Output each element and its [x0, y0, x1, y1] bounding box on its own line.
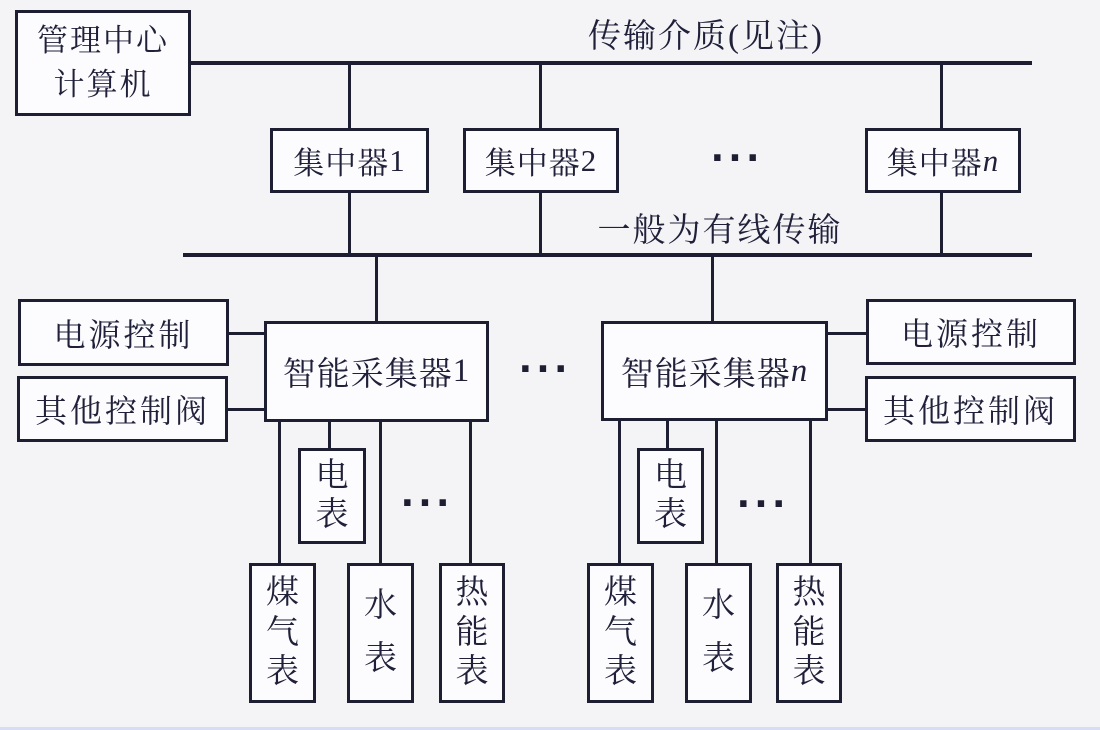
link-bus-concentrator-1 — [348, 63, 351, 129]
water-meter-1-box: 水 表 — [347, 563, 414, 703]
collector-n-box — [601, 321, 828, 421]
link-collector-n-valve — [826, 408, 868, 411]
concentrator-2-label: 集中器 — [484, 146, 581, 181]
meter-ellipsis-1: ··· — [400, 482, 454, 524]
link-bus-concentrator-n — [940, 63, 943, 129]
gas-meter-n-box: 煤 气 表 — [587, 563, 654, 703]
link-collector1-electric-meter — [328, 420, 331, 450]
collector-1-box — [264, 321, 489, 422]
concentrator-2-box — [463, 128, 619, 193]
gas-meter-1-box: 煤 气 表 — [249, 563, 316, 703]
meter-ellipsis-n: ··· — [736, 483, 790, 525]
link-collectorn-water-meter — [715, 420, 718, 564]
link-concentrator-2-midbus — [539, 192, 542, 255]
link-collectorn-heat-meter — [809, 420, 812, 564]
water-meter-n-box: 水 表 — [685, 563, 752, 703]
concentrator-n-label: 集中器 — [886, 146, 983, 181]
link-collector1-heat-meter — [469, 420, 472, 564]
electric-meter-n-box: 电 表 — [637, 448, 704, 544]
concentrator-1-label: 集中器 — [293, 146, 390, 181]
link-concentrator-1-midbus — [348, 192, 351, 255]
collector-ellipsis: ··· — [518, 348, 572, 390]
collector-n-label: 智能采集器 — [620, 356, 791, 393]
link-collector1-water-meter — [379, 420, 382, 564]
management-center-box — [15, 10, 191, 116]
link-collector-n-power — [826, 332, 868, 335]
top-bus-label: 传输介质(见注) — [588, 18, 824, 55]
electric-meter-1-box: 电 表 — [298, 448, 366, 544]
concentrator-1-box — [270, 128, 429, 193]
management-center-line2: 计算机 — [53, 67, 153, 102]
top-bus-line — [190, 61, 1032, 65]
management-center-line1: 管理中心 — [37, 23, 169, 58]
other-valve-left-box: 其他控制阀 — [17, 376, 228, 442]
link-collectorn-electric-meter — [666, 420, 669, 450]
collector-1-label: 智能采集器 — [282, 357, 453, 393]
link-bus-concentrator-2 — [539, 63, 542, 129]
collector-1-index: 1 — [452, 353, 471, 389]
link-collectorn-gas-meter — [618, 420, 621, 564]
concentrator-ellipsis: ··· — [710, 137, 764, 179]
mid-bus-label: 一般为有线传输 — [597, 212, 843, 249]
concentrator-n-box — [865, 128, 1021, 193]
heat-meter-n-box: 热 能 表 — [776, 563, 842, 703]
concentrator-2-index: 2 — [580, 142, 598, 178]
link-collector1-gas-meter — [278, 420, 281, 564]
link-valve-collector-1 — [227, 408, 266, 411]
heat-meter-1-box: 热 能 表 — [439, 563, 505, 703]
other-valve-right-box: 其他控制阀 — [865, 376, 1076, 442]
link-power-collector-1 — [228, 332, 266, 335]
link-midbus-collector-n — [711, 255, 714, 323]
link-concentrator-n-midbus — [940, 192, 943, 255]
concentrator-1-index: 1 — [389, 142, 406, 178]
power-control-right-box: 电源控制 — [866, 299, 1076, 365]
mid-bus-line — [183, 253, 1032, 257]
concentrator-n-index: n — [982, 142, 1000, 178]
power-control-left-box: 电源控制 — [18, 299, 229, 366]
link-midbus-collector-1 — [375, 255, 378, 323]
collector-n-index: n — [790, 352, 809, 389]
